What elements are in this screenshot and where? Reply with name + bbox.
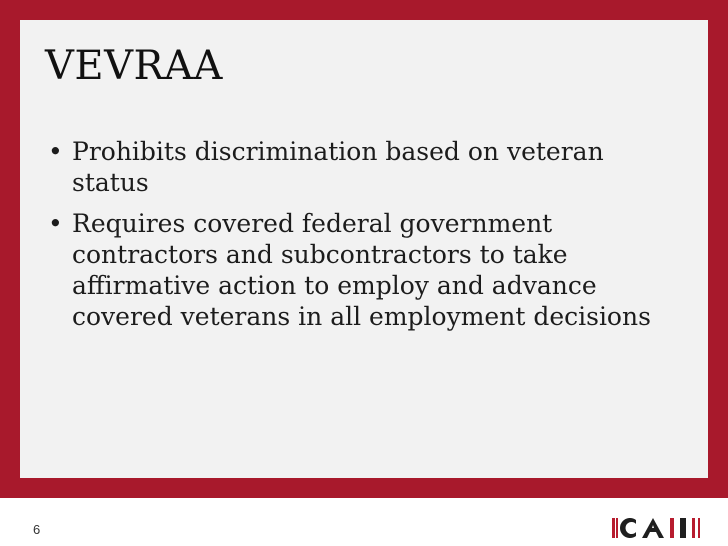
page-number: 6 (33, 522, 41, 537)
cai-logo-icon (612, 514, 708, 542)
bullet-icon: • (48, 209, 63, 238)
bullet-item (48, 208, 678, 332)
bullet-item (48, 136, 678, 198)
bullet-icon: • (48, 137, 63, 166)
footer (0, 498, 728, 546)
bullet-text: Prohibits discrimination based on veteran status (72, 137, 604, 197)
bullet-text: Requires covered federal government contractors and subcontractors to take affirmative action to employ and advance covered veterans in all employment decisions (72, 209, 651, 331)
slide-title: VEVRAA (45, 43, 223, 89)
bullet-list (48, 136, 678, 342)
